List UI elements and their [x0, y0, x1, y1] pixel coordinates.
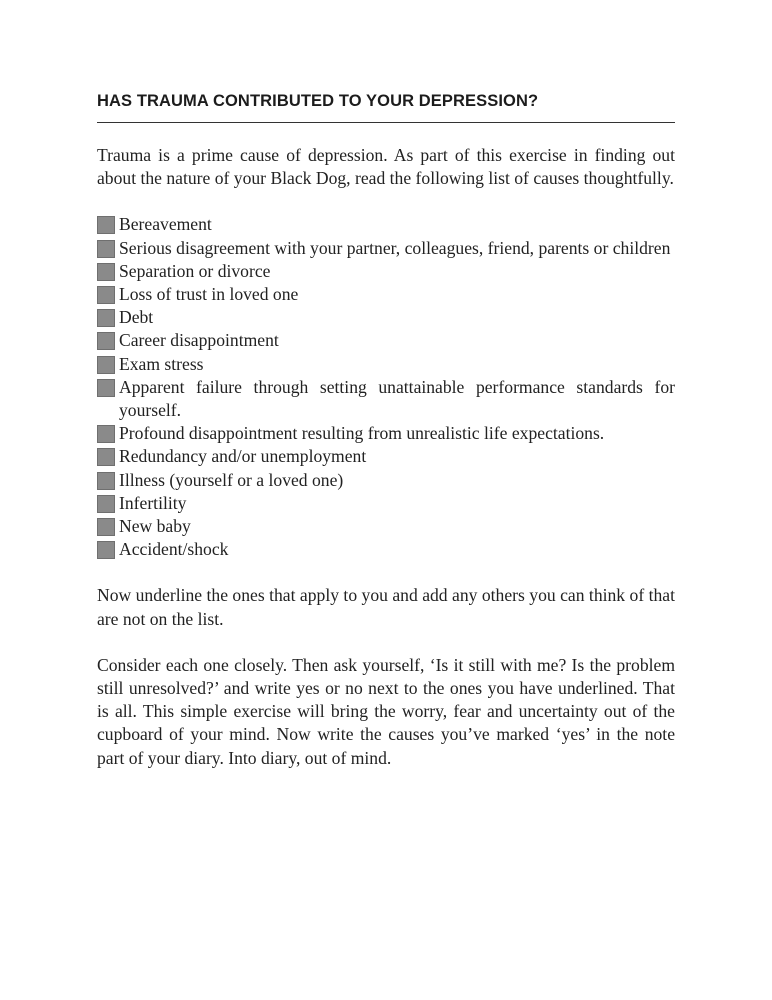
checkbox-icon[interactable]: [97, 425, 115, 443]
cause-item-illness[interactable]: [97, 469, 675, 492]
cause-label: Infertility: [119, 492, 187, 513]
checkbox-icon[interactable]: [97, 309, 115, 327]
checkbox-icon[interactable]: [97, 332, 115, 350]
cause-label: Illness (yourself or a loved one): [119, 469, 344, 490]
intro-paragraph: Trauma is a prime cause of depression. As part of this exercise in finding out about the nature of your Black Dog, read the following list of causes thoughtfully.: [97, 145, 675, 189]
cause-item-new-baby[interactable]: [97, 515, 675, 538]
cause-item-loss-of-trust[interactable]: [97, 283, 675, 306]
cause-item-accident-shock[interactable]: [97, 538, 675, 561]
page-title: HAS TRAUMA CONTRIBUTED TO YOUR DEPRESSION?: [97, 92, 539, 110]
cause-label: Serious disagreement with your partner, colleagues, friend, parents or children: [119, 237, 671, 258]
checkbox-icon[interactable]: [97, 216, 115, 234]
causes-list: [97, 213, 675, 561]
cause-item-apparent-failure[interactable]: [97, 376, 675, 422]
cause-label: Bereavement: [119, 214, 212, 235]
cause-label: Exam stress: [119, 353, 204, 374]
cause-label: Accident/shock: [119, 539, 229, 560]
cause-item-exam-stress[interactable]: [97, 353, 675, 376]
checkbox-icon[interactable]: [97, 356, 115, 374]
checkbox-icon[interactable]: [97, 448, 115, 466]
cause-item-profound-disappointment[interactable]: [97, 422, 675, 445]
cause-label: New baby: [119, 516, 191, 537]
cause-label: Career disappointment: [119, 330, 279, 351]
checkbox-icon[interactable]: [97, 263, 115, 281]
cause-item-bereavement[interactable]: [97, 213, 675, 236]
checkbox-icon[interactable]: [97, 240, 115, 258]
cause-label: Separation or divorce: [119, 260, 271, 281]
checkbox-icon[interactable]: [97, 495, 115, 513]
cause-label: Profound disappointment resulting from unrealistic life expectations.: [119, 423, 605, 444]
checkbox-icon[interactable]: [97, 541, 115, 559]
underline-instruction: Now underline the ones that apply to you and add any others you can think of that are not on the list.: [97, 585, 675, 629]
checkbox-icon[interactable]: [97, 286, 115, 304]
cause-label: Debt: [119, 307, 154, 328]
document-page: [97, 88, 675, 770]
cause-label: Redundancy and/or unemployment: [119, 446, 367, 467]
checkbox-icon[interactable]: [97, 518, 115, 536]
checkbox-icon[interactable]: [97, 379, 115, 397]
cause-item-infertility[interactable]: [97, 492, 675, 515]
cause-item-redundancy[interactable]: [97, 445, 675, 468]
cause-item-serious-disagreement[interactable]: [97, 237, 675, 260]
title-divider: [97, 122, 675, 123]
checkbox-icon[interactable]: [97, 472, 115, 490]
cause-label: Apparent failure through setting unattainable performance standards for yourself.: [119, 376, 675, 421]
cause-item-separation[interactable]: [97, 260, 675, 283]
cause-item-debt[interactable]: [97, 306, 675, 329]
cause-label: Loss of trust in loved one: [119, 284, 299, 305]
consider-instruction: Consider each one closely. Then ask yourself, ‘Is it still with me? Is the problem still unresolved?’ and write yes or no next to the ones you have underlined. That is all. This simple exercise will bring the worry, fear and uncertainty out of the cupboard of your mind. Now write the causes you’ve marked ‘yes’ in the note part of your diary. Into diary, out of mind.: [97, 654, 675, 768]
cause-item-career-disappointment[interactable]: [97, 329, 675, 352]
